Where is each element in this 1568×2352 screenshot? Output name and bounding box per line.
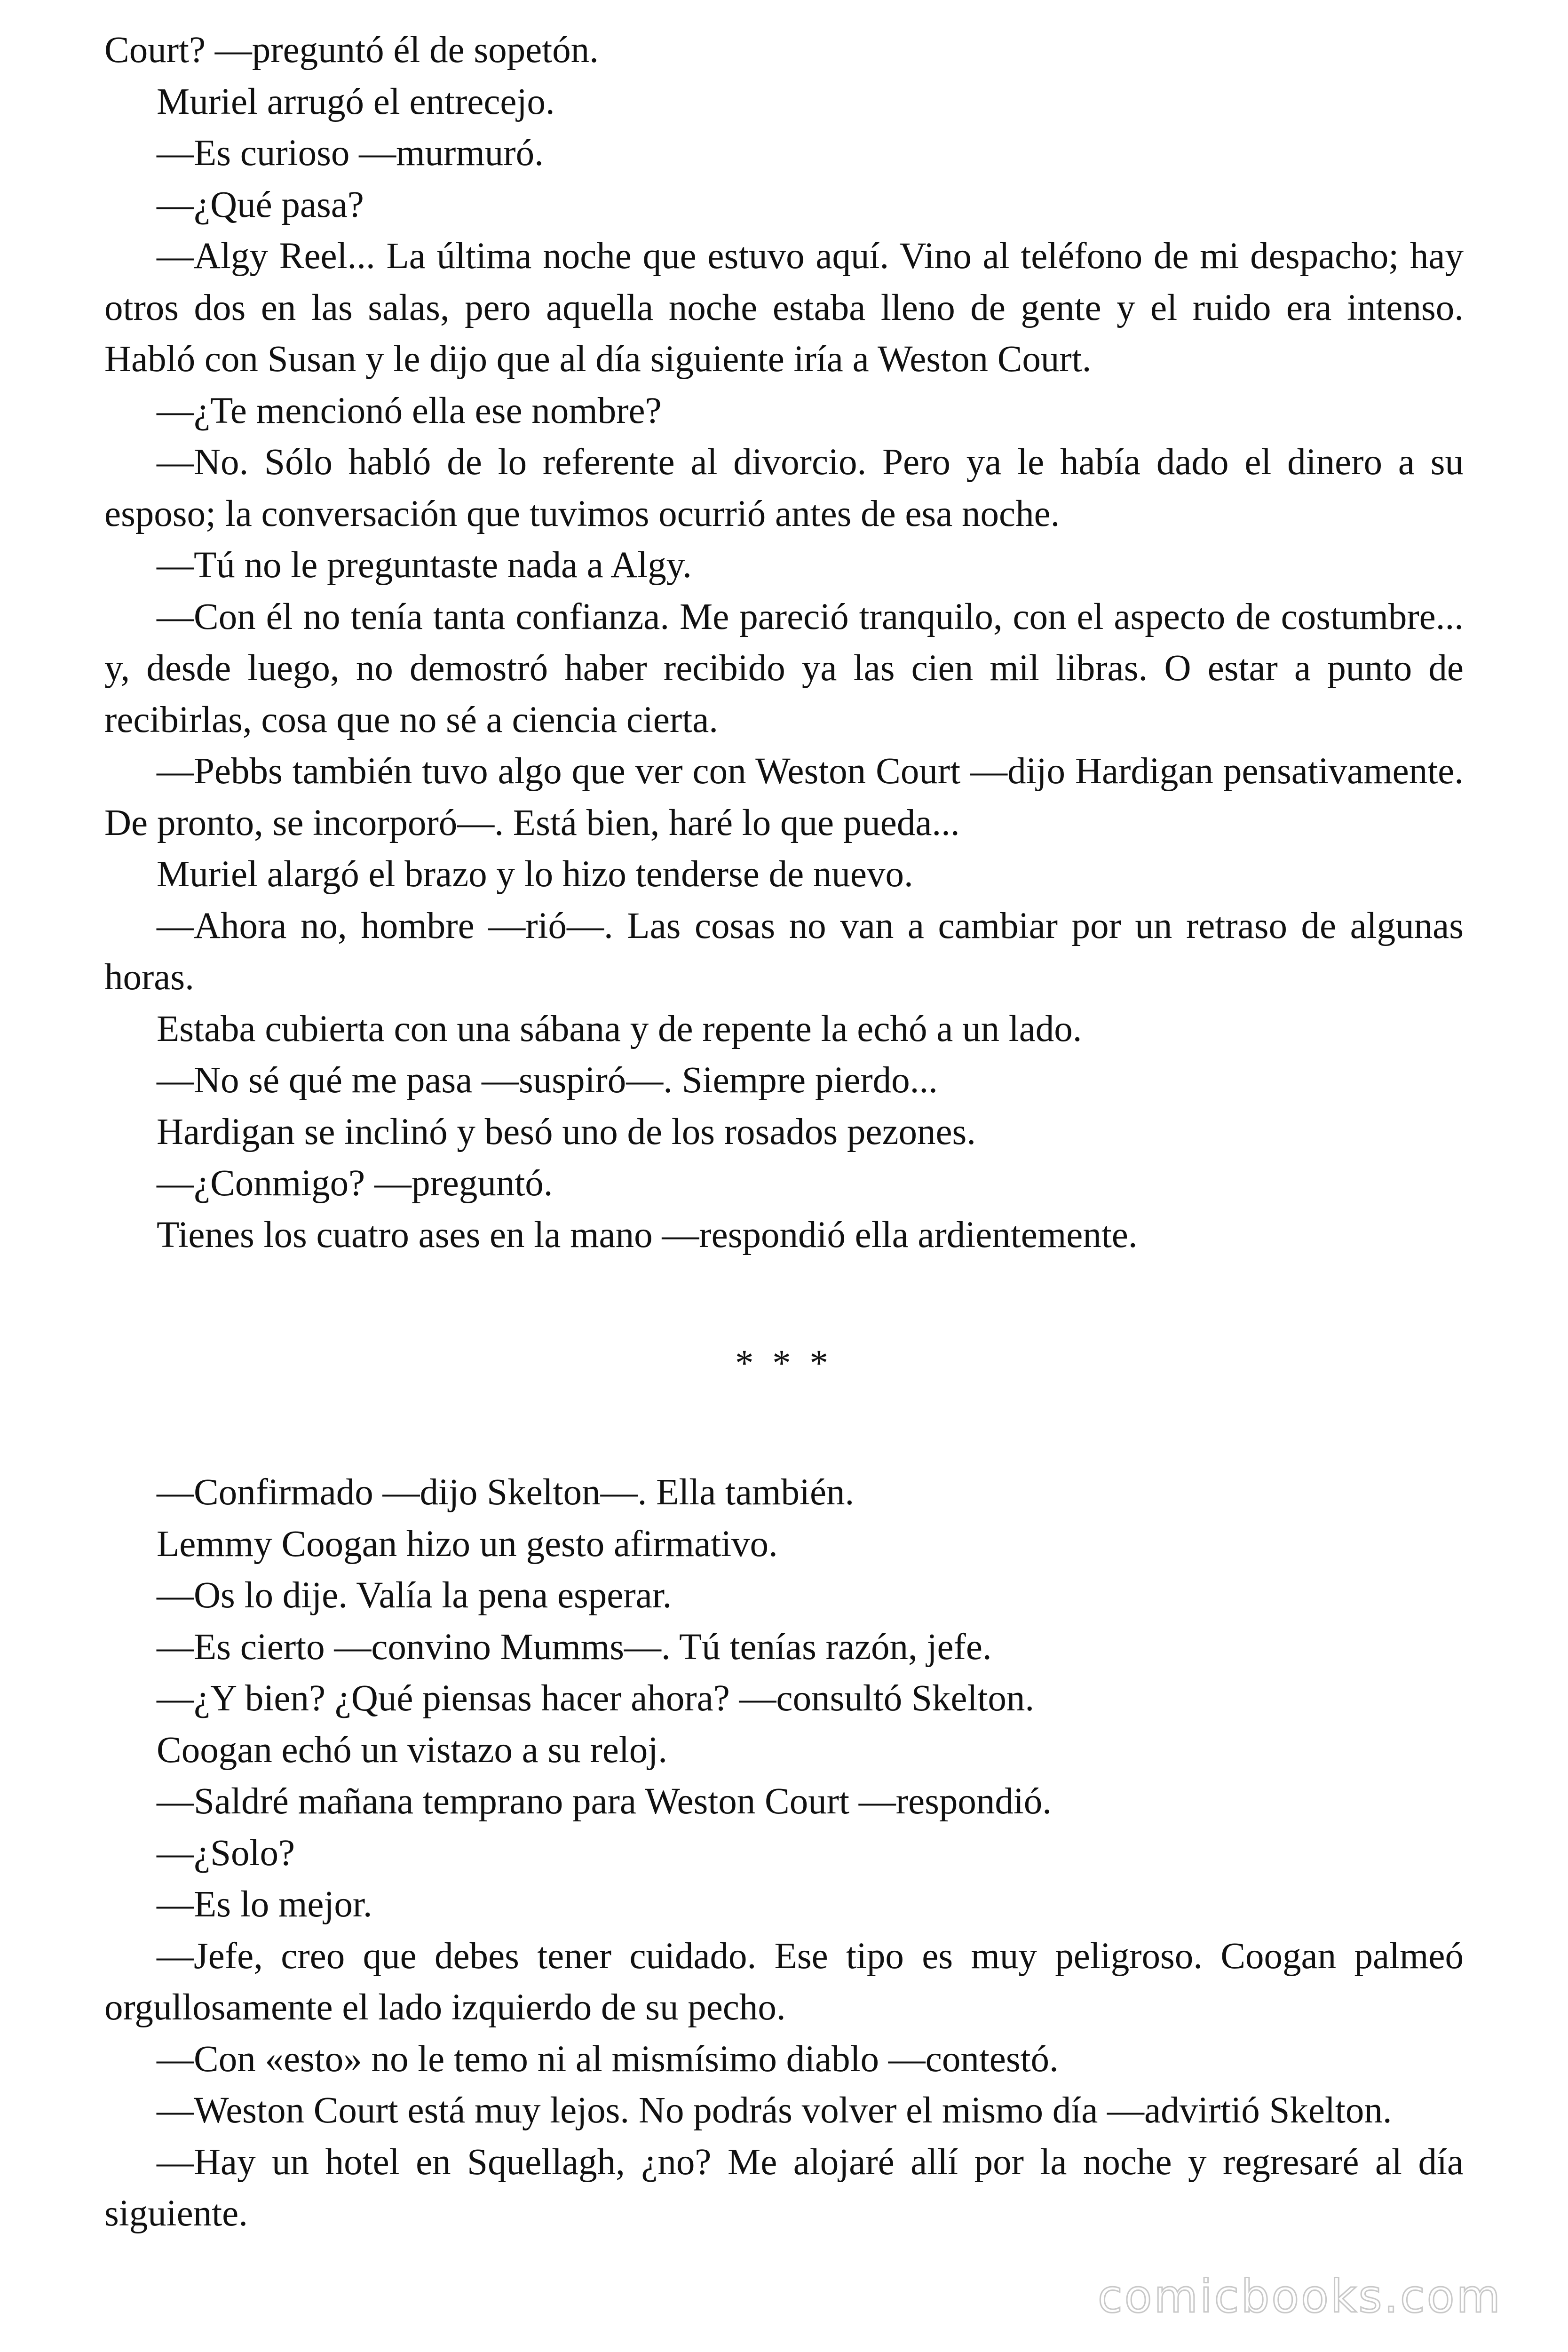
- paragraph: —Es cierto —convino Mumms—. Tú tenías razón, jefe.: [157, 1626, 992, 1668]
- paragraph: —¿Conmigo? —preguntó.: [157, 1163, 553, 1204]
- paragraph: —¿Solo?: [157, 1832, 295, 1874]
- paragraph: Court? —preguntó él de sopetón.: [104, 30, 599, 71]
- paragraph: Hardigan se inclinó y besó uno de los rosados pezones.: [157, 1111, 976, 1152]
- paragraph: —¿Qué pasa?: [157, 184, 364, 225]
- paragraph: —Es lo mejor.: [157, 1884, 372, 1925]
- paragraph: —Con él no tenía tanta confianza. Me pareció tranquilo, con el aspecto de costumbre... y, desde luego, no demostró haber recibido ya las cien mil libras. O estar a punto de recibirlas, cosa que no sé a ciencia cierta.: [104, 596, 1464, 740]
- paragraph: —Os lo dije. Valía la pena esperar.: [157, 1575, 672, 1616]
- paragraph: —Algy Reel... La última noche que estuvo aquí. Vino al teléfono de mi despacho; hay otros dos en las salas, pero aquella noche estaba lleno de gente y el ruido era intenso. Habló con Susan y le dijo que al día siguiente iría a Weston Court.: [104, 236, 1464, 380]
- paragraph: Coogan echó un vistazo a su reloj.: [157, 1729, 667, 1771]
- paragraph: —¿Y bien? ¿Qué piensas hacer ahora? —consultó Skelton.: [157, 1678, 1035, 1719]
- text-section-2: [104, 1467, 1464, 2240]
- paragraph: —Pebbs también tuvo algo que ver con Weston Court —dijo Hardigan pensativamente. De pronto, se incorporó—. Está bien, haré lo que pueda...: [104, 751, 1464, 843]
- paragraph: Estaba cubierta con una sábana y de repente la echó a un lado.: [157, 1008, 1082, 1049]
- paragraph: —¿Te mencionó ella ese nombre?: [157, 390, 662, 431]
- paragraph: Lemmy Coogan hizo un gesto afirmativo.: [157, 1523, 778, 1565]
- paragraph: —No sé qué me pasa —suspiró—. Siempre pierdo...: [157, 1060, 938, 1101]
- paragraph: —Hay un hotel en Squellagh, ¿no? Me alojaré allí por la noche y regresaré al día siguiente.: [104, 2141, 1464, 2234]
- section-break: * * *: [735, 1343, 833, 1384]
- paragraph: —Con «esto» no le temo ni al mismísimo diablo —contestó.: [157, 2038, 1059, 2080]
- paragraph: —Ahora no, hombre —rió—. Las cosas no van a cambiar por un retraso de algunas horas.: [104, 905, 1464, 998]
- paragraph: —No. Sólo habló de lo referente al divorcio. Pero ya le había dado el dinero a su esposo; la conversación que tuvimos ocurrió antes de esa noche.: [104, 442, 1464, 534]
- paragraph: —Confirmado —dijo Skelton—. Ella también.: [157, 1472, 855, 1513]
- paragraph: —Tú no le preguntaste nada a Algy.: [157, 545, 692, 586]
- paragraph: Muriel arrugó el entrecejo.: [157, 81, 555, 122]
- page-text: [104, 24, 1464, 2240]
- paragraph: —Weston Court está muy lejos. No podrás volver el mismo día —advirtió Skelton.: [157, 2090, 1392, 2131]
- paragraph: —Jefe, creo que debes tener cuidado. Ese tipo es muy peligroso. Coogan palmeó orgullosamente el lado izquierdo de su pecho.: [104, 1935, 1464, 2028]
- paragraph: —Saldré mañana temprano para Weston Court —respondió.: [157, 1781, 1052, 1822]
- paragraph: Tienes los cuatro ases en la mano —respondió ella ardientemente.: [157, 1214, 1138, 1255]
- paragraph: —Es curioso —murmuró.: [157, 133, 544, 174]
- paragraph: Muriel alargó el brazo y lo hizo tenderse de nuevo.: [157, 854, 913, 895]
- watermark: comicbooks.com: [1097, 2270, 1502, 2323]
- text-section-1: [104, 24, 1464, 1261]
